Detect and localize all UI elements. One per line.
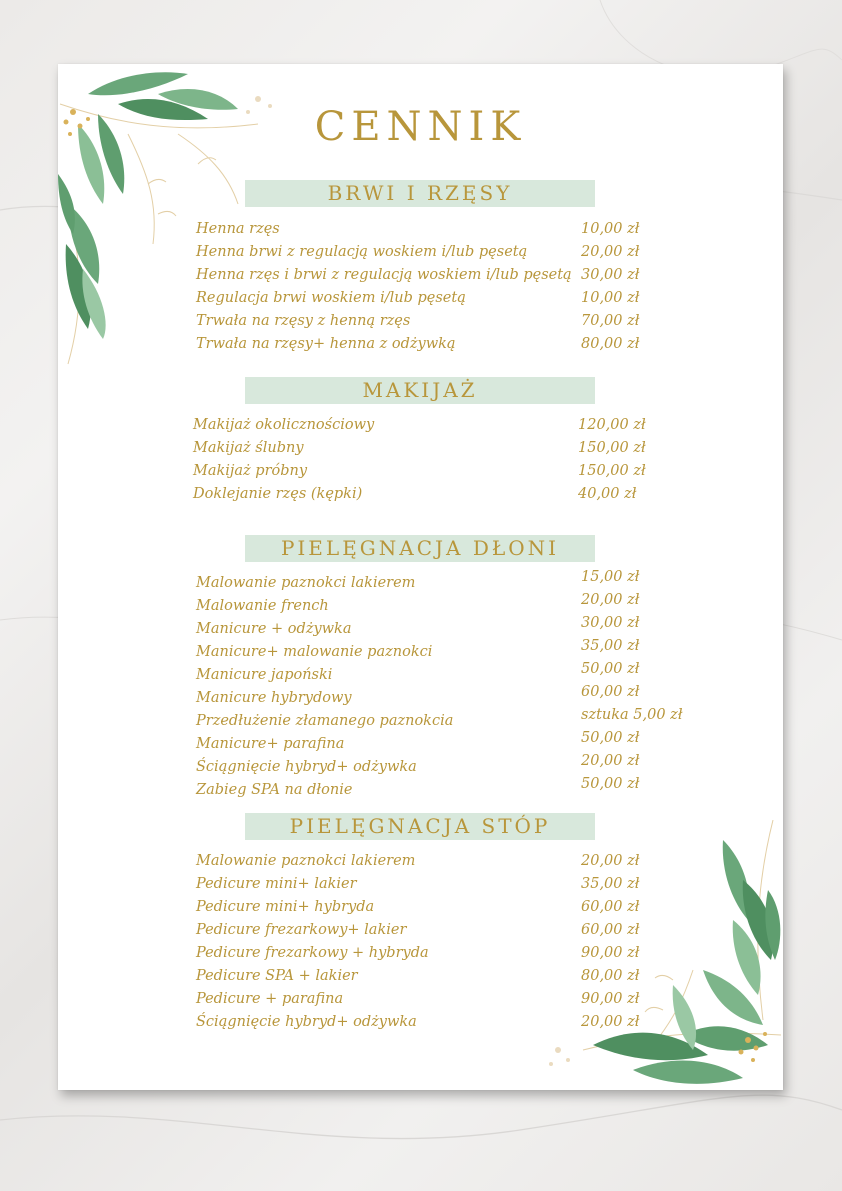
service-price: 90,00 zł [581, 945, 640, 961]
service-price: 50,00 zł [581, 776, 640, 792]
service-name: Pedicure frezarkowy+ lakier [196, 922, 407, 938]
service-name: Pedicure frezarkowy + hybryda [196, 945, 429, 961]
service-name: Henna rzęs [196, 221, 280, 237]
service-price: 30,00 zł [581, 267, 640, 283]
service-name: Przedłużenie złamanego paznokcia [196, 713, 454, 729]
service-price: 20,00 zł [581, 592, 640, 608]
service-price: 20,00 zł [581, 1014, 640, 1030]
service-name: Zabieg SPA na dłonie [196, 782, 353, 798]
service-price: 40,00 zł [578, 486, 637, 502]
service-name: Manicure japoński [196, 667, 333, 683]
service-price: 50,00 zł [581, 730, 640, 746]
service-name: Makijaż okolicznościowy [193, 417, 375, 433]
service-price: 20,00 zł [581, 753, 640, 769]
service-name: Manicure+ parafina [196, 736, 345, 752]
service-name: Pedicure + parafina [196, 991, 344, 1007]
service-price: 50,00 zł [581, 661, 640, 677]
service-name: Pedicure mini+ hybryda [196, 899, 375, 915]
service-price: 150,00 zł [578, 463, 646, 479]
service-name: Trwała na rzęsy+ henna z odżywką [196, 336, 456, 352]
service-name: Henna rzęs i brwi z regulacją woskiem i/lub pęsetą [196, 267, 572, 283]
service-name: Ściągnięcie hybryd+ odżywka [196, 759, 417, 775]
service-price: 60,00 zł [581, 684, 640, 700]
section-heading-brwi-rzesy: BRWI I RZĘSY [245, 180, 595, 207]
leaf-corner-bottom-right [543, 820, 783, 1090]
page-title: CENNIK [314, 104, 527, 150]
service-price: 20,00 zł [581, 853, 640, 869]
service-price: 120,00 zł [578, 417, 646, 433]
service-price: 35,00 zł [581, 638, 640, 654]
service-price: 15,00 zł [581, 569, 640, 585]
service-name: Pedicure SPA + lakier [196, 968, 358, 984]
service-price: 60,00 zł [581, 922, 640, 938]
service-price: 80,00 zł [581, 336, 640, 352]
service-name: Pedicure mini+ lakier [196, 876, 357, 892]
service-name: Makijaż ślubny [193, 440, 304, 456]
service-name: Malowanie paznokci lakierem [196, 575, 416, 591]
service-name: Manicure hybrydowy [196, 690, 352, 706]
service-price: 70,00 zł [581, 313, 640, 329]
service-name: Doklejanie rzęs (kępki) [193, 486, 363, 502]
service-name: Manicure+ malowanie paznokci [196, 644, 433, 660]
service-name: Malowanie french [196, 598, 329, 614]
service-price: 150,00 zł [578, 440, 646, 456]
price-list-sheet [58, 64, 783, 1090]
service-name: Malowanie paznokci lakierem [196, 853, 416, 869]
service-price: 10,00 zł [581, 221, 640, 237]
section-heading-makijaz: MAKIJAŻ [245, 377, 595, 404]
service-name: Ściągnięcie hybryd+ odżywka [196, 1014, 417, 1030]
service-price: 60,00 zł [581, 899, 640, 915]
service-name: Manicure + odżywka [196, 621, 352, 637]
service-price: sztuka 5,00 zł [581, 707, 683, 723]
section-heading-pielegnacja-dloni: PIELĘGNACJA DŁONI [245, 535, 595, 562]
service-price: 80,00 zł [581, 968, 640, 984]
service-name: Henna brwi z regulacją woskiem i/lub pęsetą [196, 244, 528, 260]
service-price: 35,00 zł [581, 876, 640, 892]
service-name: Regulacja brwi woskiem i/lub pęsetą [196, 290, 466, 306]
service-price: 20,00 zł [581, 244, 640, 260]
service-price: 10,00 zł [581, 290, 640, 306]
service-price: 30,00 zł [581, 615, 640, 631]
service-name: Trwała na rzęsy z henną rzęs [196, 313, 411, 329]
service-price: 90,00 zł [581, 991, 640, 1007]
section-heading-pielegnacja-stop: PIELĘGNACJA STÓP [245, 813, 595, 840]
service-name: Makijaż próbny [193, 463, 308, 479]
